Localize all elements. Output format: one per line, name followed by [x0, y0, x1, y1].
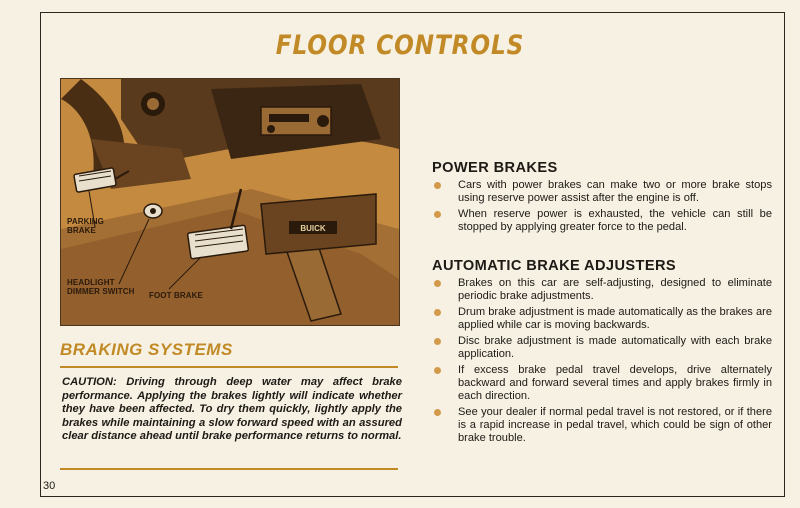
dash-badge-text: BUICK — [300, 224, 326, 233]
auto-adjusters-list — [432, 277, 772, 445]
power-brakes-heading: POWER BRAKES — [432, 160, 558, 176]
divider-top — [60, 366, 398, 368]
list-item-text: Brakes on this car are self-adjusting, designed to eliminate periodic brake adjustments. — [458, 277, 772, 302]
auto-adjusters-heading: AUTOMATIC BRAKE ADJUSTERS — [432, 258, 677, 274]
page-number: 30 — [43, 480, 56, 492]
braking-systems-heading: BRAKING SYSTEMS — [60, 340, 233, 359]
bullet-dot-icon — [434, 280, 441, 287]
list-item-text: See your dealer if normal pedal travel is not restored, or if there is a rapid increase in pedal travel, which could be sign of other brake trouble. — [458, 406, 772, 444]
list-item-text: If excess brake pedal travel develops, drive alternately backward and forward several times and apply brakes firmly in each direction. — [458, 364, 772, 402]
caution-paragraph: CAUTION: Driving through deep water may affect brake performance. Applying the brakes lightly will indicate whether they have been affected. To dry them quickly, lightly apply the brakes while maintaining a slow forward speed with an assured clear distance ahead until brake performance returns to normal. — [62, 376, 402, 443]
headlight-dimmer-callout: HEADLIGHT DIMMER SWITCH — [67, 278, 135, 296]
list-item — [432, 306, 772, 332]
parking-brake-callout: PARKING BRAKE — [67, 217, 104, 235]
bullet-dot-icon — [434, 309, 441, 316]
bullet-dot-icon — [434, 182, 441, 189]
list-item — [432, 179, 772, 205]
divider-bottom — [60, 468, 398, 470]
list-item-text: Cars with power brakes can make two or more brake stops using reserve power assist after the engine is off. — [458, 179, 772, 204]
right-column — [432, 160, 772, 448]
bullet-dot-icon — [434, 367, 441, 374]
list-item — [432, 277, 772, 303]
bullet-dot-icon — [434, 409, 441, 416]
foot-brake-callout: FOOT BRAKE — [149, 291, 203, 300]
list-item — [432, 406, 772, 445]
list-item-text: Drum brake adjustment is made automatically as the brakes are applied while car is moving backwards. — [458, 306, 772, 331]
bullet-dot-icon — [434, 211, 441, 218]
list-item-text: Disc brake adjustment is made automatically with each brake application. — [458, 335, 772, 360]
bullet-dot-icon — [434, 338, 441, 345]
list-item-text: When reserve power is exhausted, the vehicle can still be stopped by applying greater force to the pedal. — [458, 208, 772, 233]
power-brakes-list — [432, 179, 772, 234]
list-item — [432, 208, 772, 234]
floor-controls-illustration — [60, 78, 400, 326]
list-item — [432, 364, 772, 403]
list-item — [432, 335, 772, 361]
page-title: FLOOR CONTROLS — [275, 30, 525, 61]
